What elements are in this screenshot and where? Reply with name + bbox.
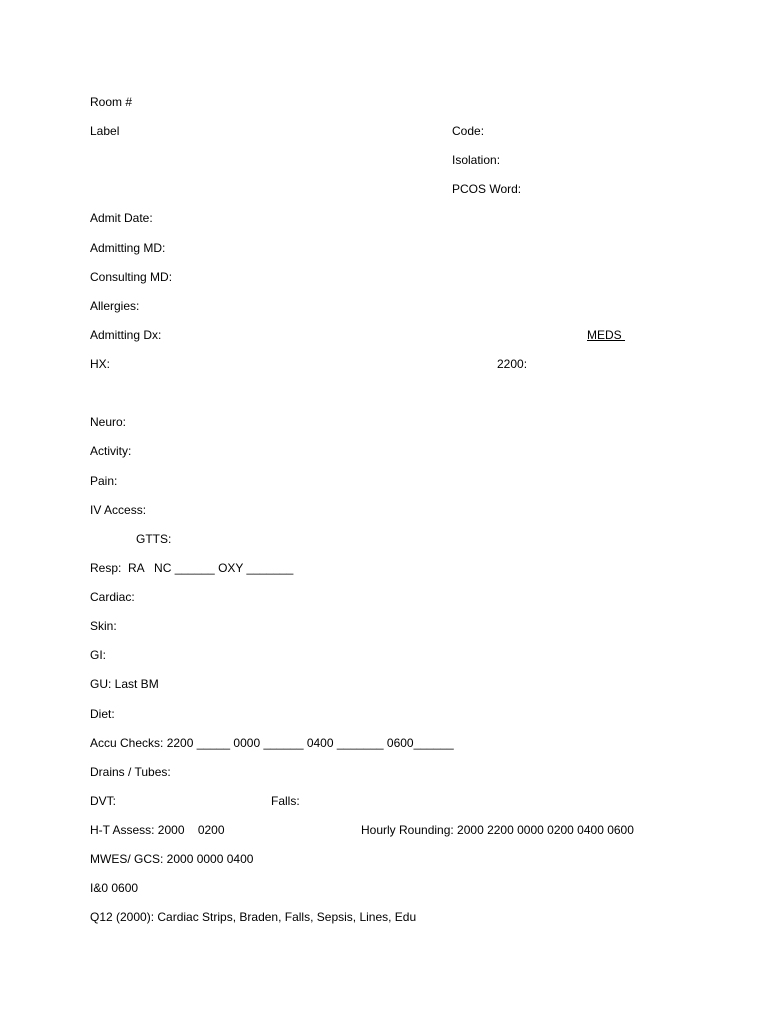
consulting-md-label: Consulting MD:: [90, 270, 173, 284]
neuro-label: Neuro:: [90, 415, 127, 429]
pcos-word-label: PCOS Word:: [452, 182, 522, 196]
skin-label: Skin:: [90, 619, 117, 633]
code-status-label: Code:: [452, 124, 485, 138]
room-number-label: Room #: [90, 95, 133, 109]
ht-assess-line: H-T Assess: 2000 0200: [90, 823, 225, 837]
med-time-2200-label: 2200:: [497, 357, 528, 371]
q12-checks-line: Q12 (2000): Cardiac Strips, Braden, Falls, Sepsis, Lines, Edu: [90, 910, 417, 924]
pain-label: Pain:: [90, 474, 118, 488]
isolation-label: Isolation:: [452, 153, 501, 167]
dvt-label: DVT:: [90, 794, 117, 808]
iv-access-label: IV Access:: [90, 503, 147, 517]
admitting-dx-label: Admitting Dx:: [90, 328, 162, 342]
cardiac-label: Cardiac:: [90, 590, 135, 604]
admit-date-label: Admit Date:: [90, 211, 153, 225]
falls-label: Falls:: [271, 794, 300, 808]
activity-label: Activity:: [90, 444, 132, 458]
drains-tubes-label: Drains / Tubes:: [90, 765, 171, 779]
meds-heading: MEDS: [587, 328, 626, 342]
intake-output-line: I&0 0600: [90, 881, 139, 895]
gi-label: GI:: [90, 648, 107, 662]
allergies-label: Allergies:: [90, 299, 140, 313]
gu-last-bm-label: GU: Last BM: [90, 677, 159, 691]
accu-checks-line: Accu Checks: 2200 _____ 0000 ______ 0400 _______ 0600______: [90, 736, 454, 750]
admitting-md-label: Admitting MD:: [90, 241, 166, 255]
gtts-label: GTTS:: [136, 532, 172, 546]
respiratory-line: Resp: RA NC ______ OXY _______: [90, 561, 294, 575]
patient-label-field: Label: [90, 124, 120, 138]
diet-label: Diet:: [90, 707, 115, 721]
mwes-gcs-line: MWES/ GCS: 2000 0000 0400: [90, 852, 254, 866]
hourly-rounding-line: Hourly Rounding: 2000 2200 0000 0200 0400 0600: [361, 823, 634, 837]
history-label: HX:: [90, 357, 111, 371]
